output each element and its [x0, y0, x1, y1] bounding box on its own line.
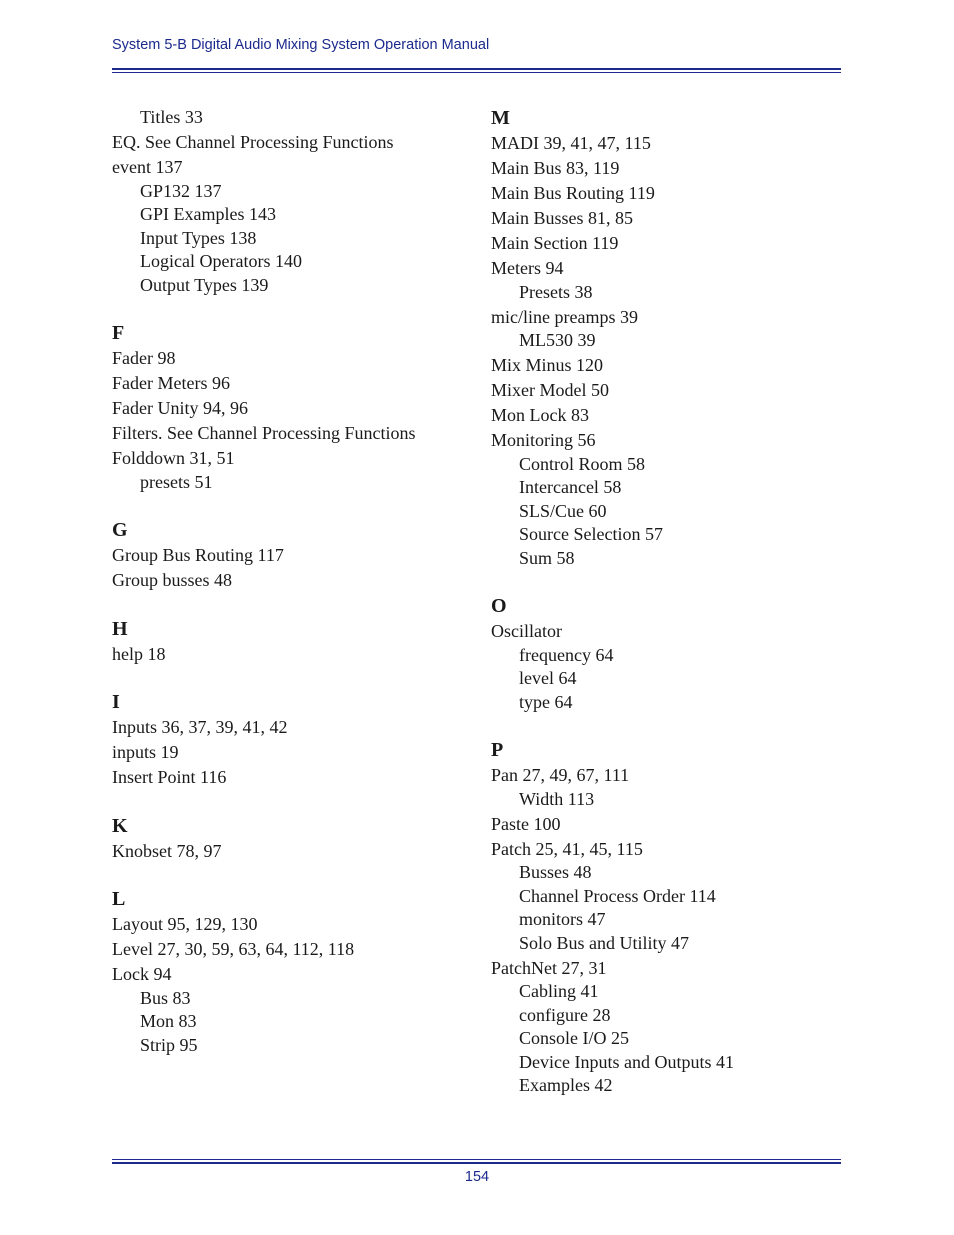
index-subentry: Device Inputs and Outputs 41	[519, 1051, 734, 1072]
index-subentry: type 64	[519, 691, 573, 712]
index-subentry: Busses 48	[519, 862, 592, 882]
header-title: System 5-B Digital Audio Mixing System Operation Manual	[112, 37, 490, 53]
header-rule-bottom	[112, 72, 841, 73]
index-letter-heading: P	[491, 739, 504, 761]
index-entry: Mixer Model 50	[491, 380, 609, 400]
index-entry: Layout 95, 129, 130	[112, 914, 258, 934]
index-subentry: SLS/Cue 60	[519, 500, 607, 521]
index-subentry: level 64	[519, 668, 577, 688]
index-subentry: Sum 58	[519, 547, 575, 568]
index-entry: Insert Point 116	[112, 767, 227, 787]
index-entry: Fader Unity 94, 96	[112, 398, 248, 418]
index-entry: event 137	[112, 157, 183, 177]
index-entry: Main Busses 81, 85	[491, 208, 634, 228]
index-entry: Mon Lock 83	[491, 405, 589, 425]
index-letter-heading: K	[112, 814, 128, 837]
index-subentry: Examples 42	[519, 1075, 613, 1095]
index-subentry: Strip 95	[140, 1034, 198, 1055]
index-entry: Main Bus 83, 119	[491, 158, 620, 178]
index-entry: Fader Meters 96	[112, 373, 230, 393]
index-subentry: Source Selection 57	[519, 524, 663, 544]
index-subentry: Width 113	[519, 788, 595, 809]
index-subentry: Logical Operators 140	[140, 251, 302, 271]
index-subentry: monitors 47	[519, 909, 606, 929]
index-letter-heading: F	[112, 322, 125, 344]
footer-rule-top	[112, 1159, 841, 1160]
index-subentry: Mon 83	[140, 1011, 197, 1031]
index-entry: inputs 19	[112, 742, 179, 762]
index-letter-heading: I	[112, 691, 120, 713]
index-entry: Meters 94	[491, 258, 564, 278]
index-entry: Folddown 31, 51	[112, 448, 235, 468]
page-number: 154	[464, 1169, 490, 1185]
index-entry: Lock 94	[112, 964, 172, 984]
index-subentry: Control Room 58	[519, 453, 646, 474]
index-subentry: GPI Examples 143	[140, 204, 276, 224]
index-entry: Fader 98	[112, 348, 176, 368]
index-entry: Group Bus Routing 117	[112, 545, 284, 565]
index-entry: Main Bus Routing 119	[491, 183, 655, 203]
header-rule-top	[112, 68, 841, 70]
index-letter-heading: H	[112, 617, 128, 640]
index-subentry: ML530 39	[519, 330, 596, 350]
index-entry: Oscillator	[491, 621, 562, 641]
index-letter-heading: M	[491, 107, 510, 129]
index-entry: EQ. See Channel Processing Functions	[112, 132, 394, 152]
index-entry: Level 27, 30, 59, 63, 64, 112, 118	[112, 939, 355, 959]
index-subentry: Output Types 139	[140, 274, 269, 295]
index-subentry: Channel Process Order 114	[519, 885, 716, 906]
index-column-right	[491, 106, 841, 1098]
index-subentry: configure 28	[519, 1004, 611, 1025]
index-letter-heading: L	[112, 888, 126, 910]
index-subentry: Intercancel 58	[519, 477, 622, 497]
index-entry: Pan 27, 49, 67, 111	[491, 765, 630, 785]
index-entry: Group busses 48	[112, 570, 232, 590]
index-subentry: frequency 64	[519, 644, 614, 665]
index-entry: Patch 25, 41, 45, 115	[491, 838, 643, 859]
index-subentry: Bus 83	[140, 987, 191, 1008]
index-entry: PatchNet 27, 31	[491, 957, 607, 978]
index-entry: Knobset 78, 97	[112, 840, 222, 861]
index-subentry: Titles 33	[140, 107, 203, 127]
index-column-left	[112, 106, 472, 1057]
index-subentry: Console I/O 25	[519, 1028, 629, 1048]
index-subentry: Cabling 41	[519, 981, 599, 1001]
footer-rule-bottom	[112, 1162, 841, 1164]
index-entry: Main Section 119	[491, 233, 619, 253]
index-entry: help 18	[112, 643, 166, 664]
index-entry: Filters. See Channel Processing Functions	[112, 423, 416, 443]
index-subentry: Presets 38	[519, 281, 593, 302]
index-entry: MADI 39, 41, 47, 115	[491, 133, 651, 153]
index-letter-heading: G	[112, 519, 128, 541]
index-entry: Inputs 36, 37, 39, 41, 42	[112, 717, 288, 737]
index-subentry: Solo Bus and Utility 47	[519, 932, 690, 953]
index-entry: mic/line preamps 39	[491, 306, 638, 327]
index-entry: Paste 100	[491, 813, 561, 834]
index-subentry: presets 51	[140, 471, 213, 492]
index-entry: Mix Minus 120	[491, 355, 604, 375]
index-subentry: Input Types 138	[140, 227, 257, 248]
index-letter-heading: O	[491, 595, 507, 617]
index-subentry: GP132 137	[140, 180, 222, 201]
index-entry: Monitoring 56	[491, 430, 596, 450]
